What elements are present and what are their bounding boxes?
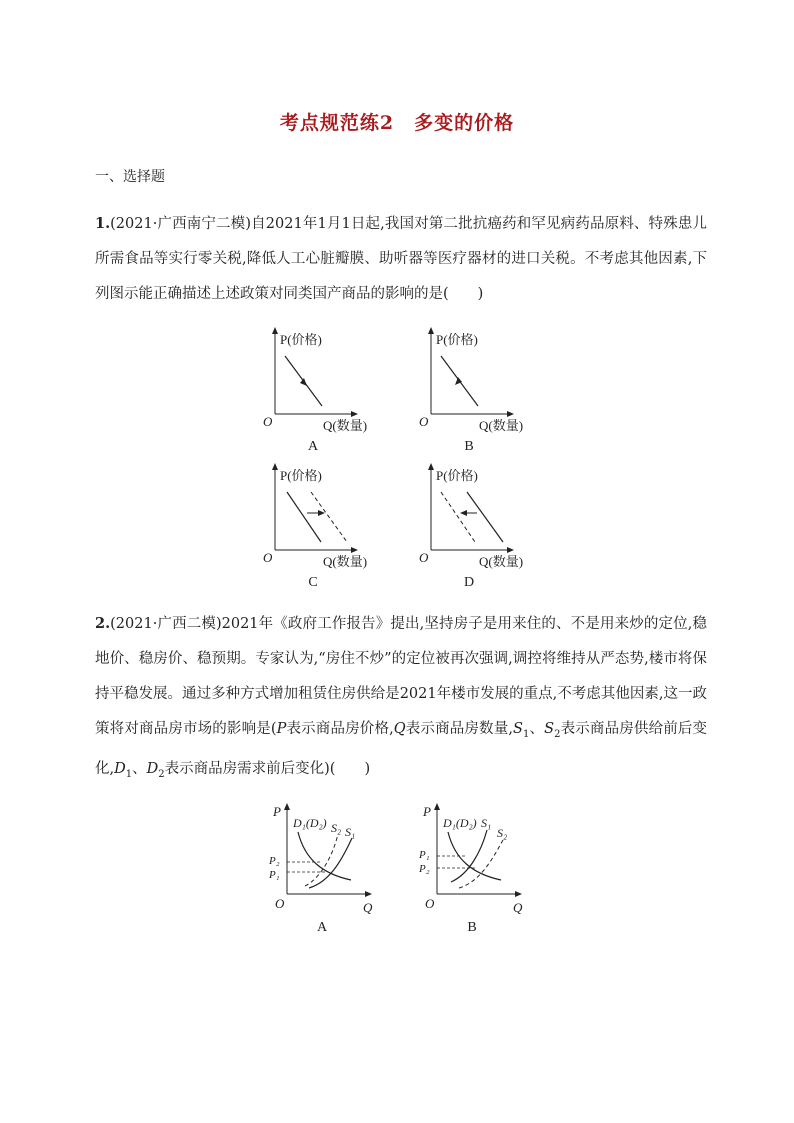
figure-q1-a: [263, 330, 367, 454]
x-axis-label: Q(数量): [323, 554, 368, 569]
sub-1: 1: [522, 728, 530, 740]
price-label-bottom: P₂: [419, 863, 430, 875]
figure-label: B: [464, 439, 474, 454]
y-axis-label: P(价格): [280, 468, 322, 483]
supply-label-left: S₂: [331, 821, 342, 835]
separator: 、: [132, 760, 147, 777]
figure-label: A: [316, 920, 328, 935]
x-axis-label: Q(数量): [323, 418, 368, 433]
supply-label-left: S₁: [481, 816, 492, 830]
question-text-b: 表示商品房价格,: [286, 721, 394, 737]
figure-q1-b: [419, 330, 523, 454]
demand-label: D₁(D₂): [293, 816, 327, 830]
demand-curve-original: [467, 492, 503, 542]
arrow-down-icon: [300, 378, 307, 386]
price-label-bottom: P₁: [269, 869, 280, 881]
y-axis-label: P(价格): [280, 332, 322, 347]
figure-q2-a: [268, 804, 373, 935]
question-text: (2021·广西南宁二模)自2021年1月1日起,我国对第二批抗癌药和罕见病药品原料、特殊患儿所需食品等实行零关税,降低人工心脏瓣膜、助听器等医疗器材的进口关税。不考虑其他因素,下列图示能正确描述上述政策对同类国产商品的影响的是( ): [95, 216, 707, 302]
question-text: (2021·广西二模)2021年《政府工作报告》提出,坚持房子是用来住的、不是用来炒的定位,稳地价、稳房价、稳预期。专家认为,“房住不炒”的定位被再次强调,调控将维持从严态势,楼市将保持平稳发展。通过多种方式增加租赁住房供给是2021年楼市发展的重点,不考虑其他因素,这一政策将对商品房市场的影响是(: [95, 616, 707, 737]
y-axis-label: P: [423, 804, 431, 819]
y-axis-label: P(价格): [436, 468, 478, 483]
origin-label: O: [275, 896, 285, 911]
var-p: P: [276, 721, 287, 737]
sub-2: 2: [554, 728, 561, 740]
origin-label: O: [425, 896, 435, 911]
y-axis-label: P: [273, 804, 281, 819]
page-title: 考点规范练2 多变的价格: [279, 112, 515, 134]
figure-label: C: [308, 575, 318, 590]
sub-1: 1: [125, 768, 133, 780]
origin-label: O: [419, 414, 429, 429]
question-text-e: 表示商品房需求前后变化)( ): [164, 760, 371, 777]
var-s1: S: [513, 721, 523, 737]
figure-q1-d: [419, 466, 523, 590]
question-text-c: 表示商品房数量,: [405, 721, 513, 737]
demand-label: D₁(D₂): [443, 816, 477, 830]
x-axis-label: Q: [513, 900, 523, 915]
figure-label: D: [463, 575, 475, 590]
figure-q1-c: [263, 466, 367, 590]
figure-q2-b: [418, 804, 523, 935]
origin-label: O: [263, 550, 273, 565]
var-q: Q: [393, 721, 406, 737]
price-label-top: P₂: [269, 855, 280, 867]
q1-figures: [255, 322, 555, 592]
arrow-left-icon: [460, 510, 467, 516]
origin-label: O: [263, 414, 273, 429]
q2-figures: [265, 800, 535, 940]
var-s2: S: [544, 721, 555, 737]
var-d2: D: [146, 760, 159, 777]
x-axis-label: Q: [363, 900, 373, 915]
x-axis-label: Q(数量): [479, 554, 524, 569]
supply-curve-left: [305, 834, 338, 886]
separator: 、: [529, 721, 545, 737]
demand-curve: [448, 832, 501, 880]
figure-label: B: [467, 920, 477, 935]
sub-2: 2: [158, 768, 165, 780]
supply-label-right: S₁: [345, 825, 356, 839]
arrow-right-icon: [318, 510, 325, 516]
question-1: [95, 206, 707, 312]
var-d1: D: [114, 760, 126, 777]
y-axis-label: P(价格): [436, 332, 478, 347]
figure-label: A: [307, 439, 319, 454]
section-heading: 一、选择题: [95, 169, 165, 185]
question-2: [95, 606, 707, 792]
price-label-top: P₁: [419, 849, 430, 861]
origin-label: O: [419, 550, 429, 565]
demand-curve-shifted: [441, 492, 475, 542]
question-text-d: 表示商品房供给前后变化,: [95, 721, 708, 777]
question-number: 2.: [95, 615, 111, 632]
supply-label-right: S₂: [497, 826, 508, 840]
question-number: 1.: [95, 215, 111, 232]
x-axis-label: Q(数量): [479, 418, 524, 433]
